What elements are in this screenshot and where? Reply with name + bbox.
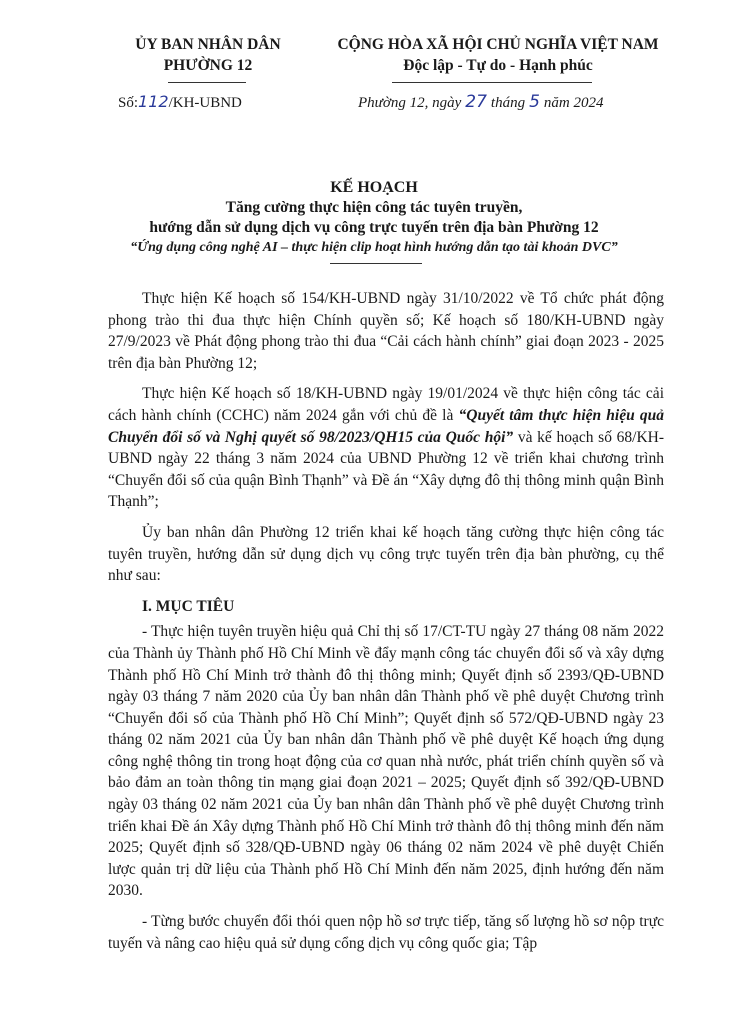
agency-underline: [168, 82, 246, 83]
document-number: [118, 92, 242, 112]
paragraph-2-part-c: và kế hoạch số 68/KH-UBND ngày 22 tháng 3 năm 2024 của UBND Phường 12 về triển khai chương trình “Chuyển đổi số của quận Bình Thạnh” và Đề án “Xây dựng đô thị thông minh quận Bình Thạnh”;: [108, 428, 665, 511]
date-prefix: Phường 12, ngày: [358, 95, 462, 111]
date-year: năm 2024: [543, 95, 604, 111]
title-block: [80, 178, 668, 258]
title-subtitle: “Ứng dụng công nghệ AI – thực hiện clip hoạt hình hướng dẫn tạo tài khoản DVC”: [130, 240, 618, 255]
title-underline: [330, 263, 422, 264]
ref-number-handwritten: 112: [138, 92, 169, 111]
paragraph-1: Thực hiện Kế hoạch số 154/KH-UBND ngày 31/10/2022 về Tổ chức phát động phong trào thi đua thực hiện Chính quyền số; Kế hoạch số 180/KH-UBND ngày 27/9/2023 về Phát động phong trào thi đua “Cải cách hành chính” giai đoạn 2023 - 2025 trên địa bàn Phường 12;: [108, 290, 664, 372]
paragraph-2-emphasis: “Quyết tâm thực hiện hiệu quả Chuyển đổi số và Nghị quyết số 98/2023/QH15 của Quốc hội”: [108, 406, 664, 446]
document-body: [108, 288, 664, 963]
paragraph-2-part-a: Thực hiện Kế hoạch số 18/KH-UBND ngày 19/01/2024 về thực hiện công tác cải cách hành chính (CCHC) năm 2024 gắn với chủ đề là: [108, 385, 664, 424]
date-month-label: tháng: [490, 95, 526, 111]
date-month-handwritten: 5: [529, 92, 540, 112]
motto: Độc lập - Tự do - Hạnh phúc: [403, 57, 593, 74]
section-heading-objectives: I. MỤC TIÊU: [142, 597, 235, 615]
motto-underline: [392, 82, 592, 83]
paragraph-3: Ủy ban nhân dân Phường 12 triển khai kế hoạch tăng cường thực hiện công tác tuyên truyền, hướng dẫn sử dụng dịch vụ công trực tuyến trên địa bàn phường, cụ thể như sau:: [108, 523, 664, 585]
agency-ward: PHƯỜNG 12: [163, 57, 253, 74]
issuing-agency: [98, 34, 318, 76]
date-day-handwritten: 27: [465, 92, 487, 112]
ref-suffix: /KH-UBND: [168, 95, 242, 111]
ref-prefix: Số:: [118, 95, 139, 111]
title-line-1: Tăng cường thực hiện công tác tuyên truyền,: [225, 199, 523, 216]
title-line-2: hướng dẫn sử dụng dịch vụ công trực tuyến trên địa bàn Phường 12: [149, 219, 599, 236]
document-date: [358, 92, 604, 112]
paragraph-2: [108, 383, 664, 513]
national-motto: [318, 34, 678, 76]
document-type: KẾ HOẠCH: [330, 179, 418, 196]
nation-name: CỘNG HÒA XÃ HỘI CHỦ NGHĨA VIỆT NAM: [337, 36, 659, 53]
paragraph-5: - Từng bước chuyển đổi thói quen nộp hồ sơ trực tiếp, tăng số lượng hồ sơ nộp trực tuyến và nâng cao hiệu quả sử dụng cổng dịch vụ công quốc gia; Tập: [108, 913, 664, 952]
agency-name: ỦY BAN NHÂN DÂN: [135, 36, 281, 53]
paragraph-4: - Thực hiện tuyên truyền hiệu quả Chỉ thị số 17/CT-TU ngày 27 tháng 08 năm 2022 của Thành ủy Thành phố Hồ Chí Minh về đẩy mạnh công tác chuyển đổi số và xây dựng Thành phố Hồ Chí Minh trở thành đô thị thông minh; Quyết định số 2393/QĐ-UBND ngày 03 tháng 7 năm 2020 của Ủy ban nhân dân Thành phố về phê duyệt Chương trình “Chuyển đổi số của Thành phố Hồ Chí Minh”; Quyết định số 572/QĐ-UBND ngày 23 tháng 02 năm 2021 của Ủy ban nhân dân Thành phố về phê duyệt Kế hoạch ứng dụng công nghệ thông tin trong hoạt động của cơ quan nhà nước, phát triển chính quyền số và bảo đảm an toàn thông tin mạng giai đoạn 2021 – 2025; Quyết định số 392/QĐ-UBND ngày 03 tháng 02 năm 2021 của Ủy ban nhân dân Thành phố về phê duyệt Chương trình triển khai Đề án Xây dựng Thành phố Hồ Chí Minh trở thành đô thị thông minh đến năm 2025; Quyết định số 328/QĐ-UBND ngày 06 tháng 02 năm 2024 về phê duyệt Chiến lược quản trị dữ liệu của Thành phố Hồ Chí Minh đến năm 2025, định hướng đến năm 2030.: [108, 623, 664, 900]
